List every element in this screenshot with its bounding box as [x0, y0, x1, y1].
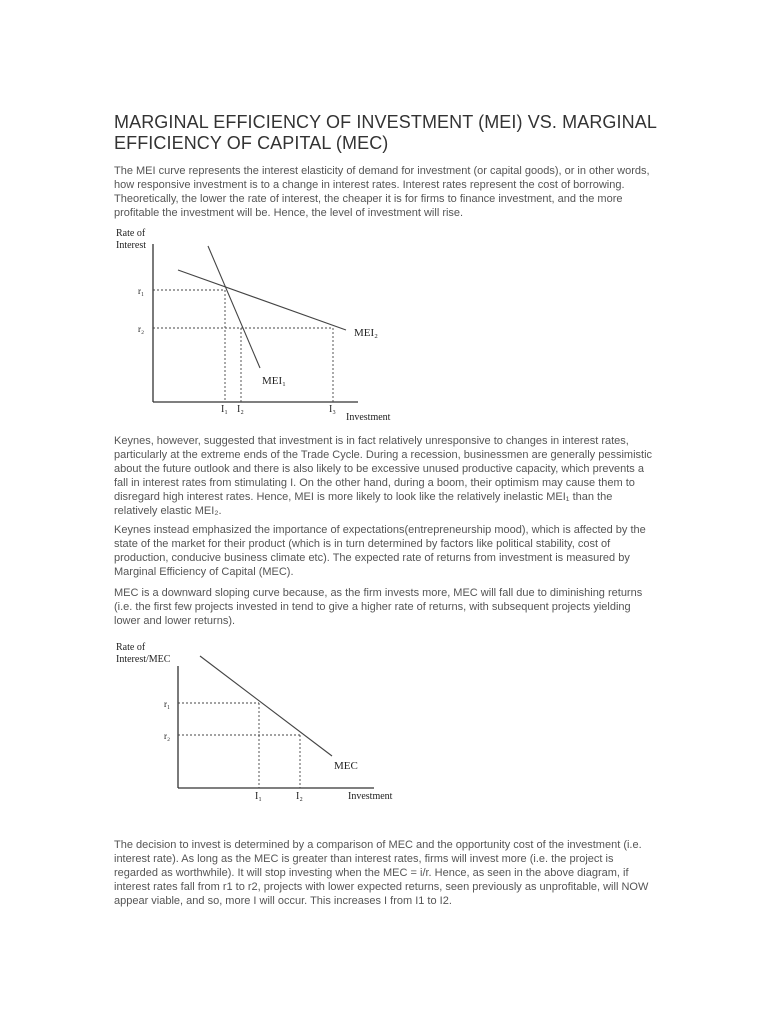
mec-y-axis-label-line2: Interest/MEC [116, 654, 171, 665]
mei-x-tick-i2: I₂ [237, 404, 244, 415]
mec-x-tick-i1: I₁ [255, 791, 262, 802]
paragraph-decision: The decision to invest is determined by a comparison of MEC and the opportunity cost of the investment (i.e. interest rate). As long as the MEC is greater than interest rates, firms will invest more (i.e. the project is regarded as worthwhile). It will stop investing when the MEC = i/r. Hence, as seen in the above diagram, if interest rates fall from r1 to r2, projects with lower expected returns, seen previously as unprofitable, will NOW appear viable, and so, more I will occur. This increases I from I1 to I2. [114, 839, 649, 907]
mei-diagram-svg [108, 222, 408, 430]
mec-y-tick-r2: r₂ [164, 731, 171, 741]
mec-diagram-svg [108, 632, 408, 810]
mei1-curve [208, 246, 260, 368]
paragraph-expectations: Keynes instead emphasized the importance of expectations(entrepreneurship mood), which is affected by the state of the market for their product (which is in turn determined by factors like political stability, cost of production, conducive business climate etc). The expected rate of returns from investment is measured by Marginal Efficiency of Capital (MEC). [114, 524, 646, 578]
paragraph-keynes: Keynes, however, suggested that investment is in fact relatively unresponsive to changes in interest rates, particularly at the extreme ends of the Trade Cycle. During a recession, businessmen are generally pessimistic about the future outlook and there is also likely to be excessive unused productive capacity, which prevents a fall in interest rates from stimulating I. On the other hand, during a boom, their optimism may cause them to disregard high interest rates. Hence, MEI is more likely to look like the relatively inelastic MEI₁ than the relatively elastic MEI₂. [114, 435, 653, 517]
mei-y-tick-r2: r₂ [138, 324, 145, 334]
mei-x-axis-label: Investment [346, 412, 391, 423]
mei1-curve-label: MEI₁ [262, 375, 286, 387]
mei2-curve-label: MEI₂ [354, 327, 378, 339]
mec-y-tick-r1: r₁ [164, 699, 171, 709]
paragraph-mec-slope: MEC is a downward sloping curve because, as the firm invests more, MEC will fall due to diminishing returns (i.e. the first few projects invested in tend to give a higher rate of returns, with subsequent projects yielding lower and lower returns). [114, 587, 643, 627]
mei-x-tick-i1: I₁ [221, 404, 228, 415]
mei-diagram [108, 222, 408, 430]
mei2-curve [178, 270, 346, 330]
page-title: MARGINAL EFFICIENCY OF INVESTMENT (MEI) VS. MARGINAL EFFICIENCY OF CAPITAL (MEC) [114, 112, 657, 153]
mei-y-axis-label-line2: Interest [116, 240, 146, 251]
mei-y-tick-r1: r₁ [138, 286, 145, 296]
mei-x-tick-i3: I₃ [329, 404, 336, 415]
mec-y-axis-label-line1: Rate of [116, 642, 146, 653]
mec-curve-label: MEC [334, 760, 358, 772]
mec-x-tick-i2: I₂ [296, 791, 303, 802]
mec-curve [200, 656, 332, 756]
mei-y-axis-label-line1: Rate of [116, 228, 146, 239]
mec-x-axis-label: Investment [348, 791, 393, 802]
mec-diagram [108, 632, 408, 810]
paragraph-mei-intro: The MEI curve represents the interest elasticity of demand for investment (or capital goods), or in other words, how responsive investment is to a change in interest rates. Interest rates represent the cost of borrowing. Theoretically, the lower the rate of interest, the cheaper it is for firms to finance investment, and the more profitable the investment will be. Hence, the level of investment will rise. [114, 165, 650, 219]
